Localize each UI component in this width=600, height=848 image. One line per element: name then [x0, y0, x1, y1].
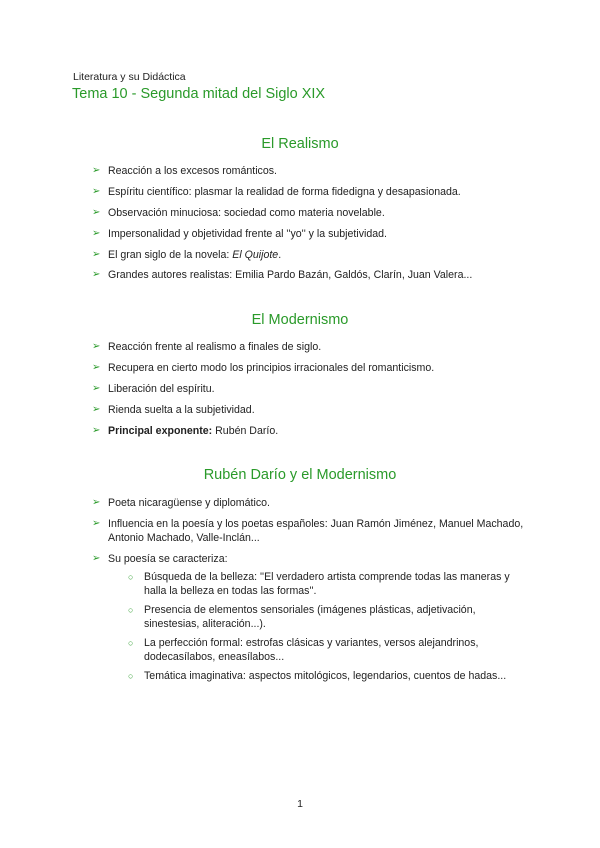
list-item: ➢ Reacción frente al realismo a finales de siglo.	[92, 341, 322, 353]
sub-list-item: ○ Búsqueda de la belleza: ''El verdadero artista comprende todas las maneras y halla la belleza en todas las formas''.	[128, 570, 510, 598]
list-item: ➢ Espíritu científico: plasmar la realidad de forma fidedigna y desapasionada.	[92, 185, 461, 198]
section-heading-ruben-dario: Rubén Darío y el Modernismo	[203, 467, 397, 483]
section-heading-modernismo: El Modernismo	[251, 312, 349, 328]
list-item: ➢ Su poesía se caracteriza: ○ Búsqueda de la belleza: ''El verdadero artista comprende todas las maneras y halla la belleza en todas las formas''. ○ Presencia de elementos sensoriales (imágenes plásticas, adjetivación, sinestesias, aliteración...). ○ La perfección formal: estrofas clásicas y variantes, versos alejandrinos, dodecasílabos, eneasílabos... ○ Temática imaginativa: aspectos mitológicos, legendarios, cuentos de hadas...	[92, 552, 532, 683]
course-title: Literatura y su Didáctica	[73, 71, 186, 83]
circle-bullet-icon: ○	[128, 637, 134, 648]
arrow-bullet-icon: ➢	[92, 382, 101, 394]
book-title: El Quijote	[232, 248, 279, 261]
modernismo-list	[92, 340, 532, 444]
topic-title: Tema 10 - Segunda mitad del Siglo XIX	[72, 86, 326, 102]
list-item: ➢ El gran siglo de la novela: El Quijote.	[92, 248, 282, 261]
list-item: ➢ Rienda suelta a la subjetividad.	[92, 403, 255, 416]
arrow-bullet-icon: ➢	[92, 341, 101, 352]
arrow-bullet-icon: ➢	[92, 165, 101, 176]
sub-list-item: ○ La perfección formal: estrofas clásicas y variantes, versos alejandrinos, dodecasílabos, eneasílabos...	[128, 636, 479, 664]
realismo-list	[92, 164, 532, 289]
list-item: ➢ Reacción a los excesos románticos.	[92, 165, 277, 177]
bold-label: Principal exponente:	[108, 424, 213, 437]
arrow-bullet-icon: ➢	[92, 206, 101, 218]
arrow-bullet-icon: ➢	[92, 497, 101, 508]
list-item: ➢ Poeta nicaragüense y diplomático.	[92, 497, 270, 509]
list-item: ➢ Impersonalidad y objetividad frente al ''yo'' y la subjetividad.	[92, 227, 387, 240]
list-item: ➢ Principal exponente: Rubén Darío.	[92, 424, 279, 437]
arrow-bullet-icon: ➢	[92, 553, 101, 565]
sub-list-item: ○ Temática imaginativa: aspectos mitológicos, legendarios, cuentos de hadas...	[128, 669, 507, 682]
arrow-bullet-icon: ➢	[92, 227, 101, 239]
arrow-bullet-icon: ➢	[92, 424, 101, 436]
arrow-bullet-icon: ➢	[92, 517, 101, 529]
arrow-bullet-icon: ➢	[92, 248, 101, 260]
arrow-bullet-icon: ➢	[92, 269, 101, 281]
list-item: ➢ Recupera en cierto modo los principios irracionales del romanticismo.	[92, 361, 435, 374]
circle-bullet-icon: ○	[128, 670, 134, 681]
list-item: ➢ Liberación del espíritu.	[92, 382, 215, 395]
list-item: ➢ Observación minuciosa: sociedad como materia novelable.	[92, 206, 385, 219]
circle-bullet-icon: ○	[128, 571, 134, 582]
page-number: 1	[297, 798, 303, 810]
ruben-dario-list	[92, 496, 532, 690]
section-heading-realismo: El Realismo	[261, 136, 339, 152]
arrow-bullet-icon: ➢	[92, 403, 101, 415]
list-item: ➢ Grandes autores realistas: Emilia Pardo Bazán, Galdós, Clarín, Juan Valera...	[92, 269, 473, 282]
circle-bullet-icon: ○	[128, 604, 134, 615]
arrow-bullet-icon: ➢	[92, 185, 101, 197]
arrow-bullet-icon: ➢	[92, 361, 101, 373]
sub-list-item: ○ Presencia de elementos sensoriales (imágenes plásticas, adjetivación, sinestesias, aliteración...).	[128, 603, 476, 631]
list-item: ➢ Influencia en la poesía y los poetas españoles: Juan Ramón Jiménez, Manuel Machado, Antonio Machado, Valle-Inclán...	[92, 517, 524, 545]
characteristics-sublist	[108, 570, 532, 684]
